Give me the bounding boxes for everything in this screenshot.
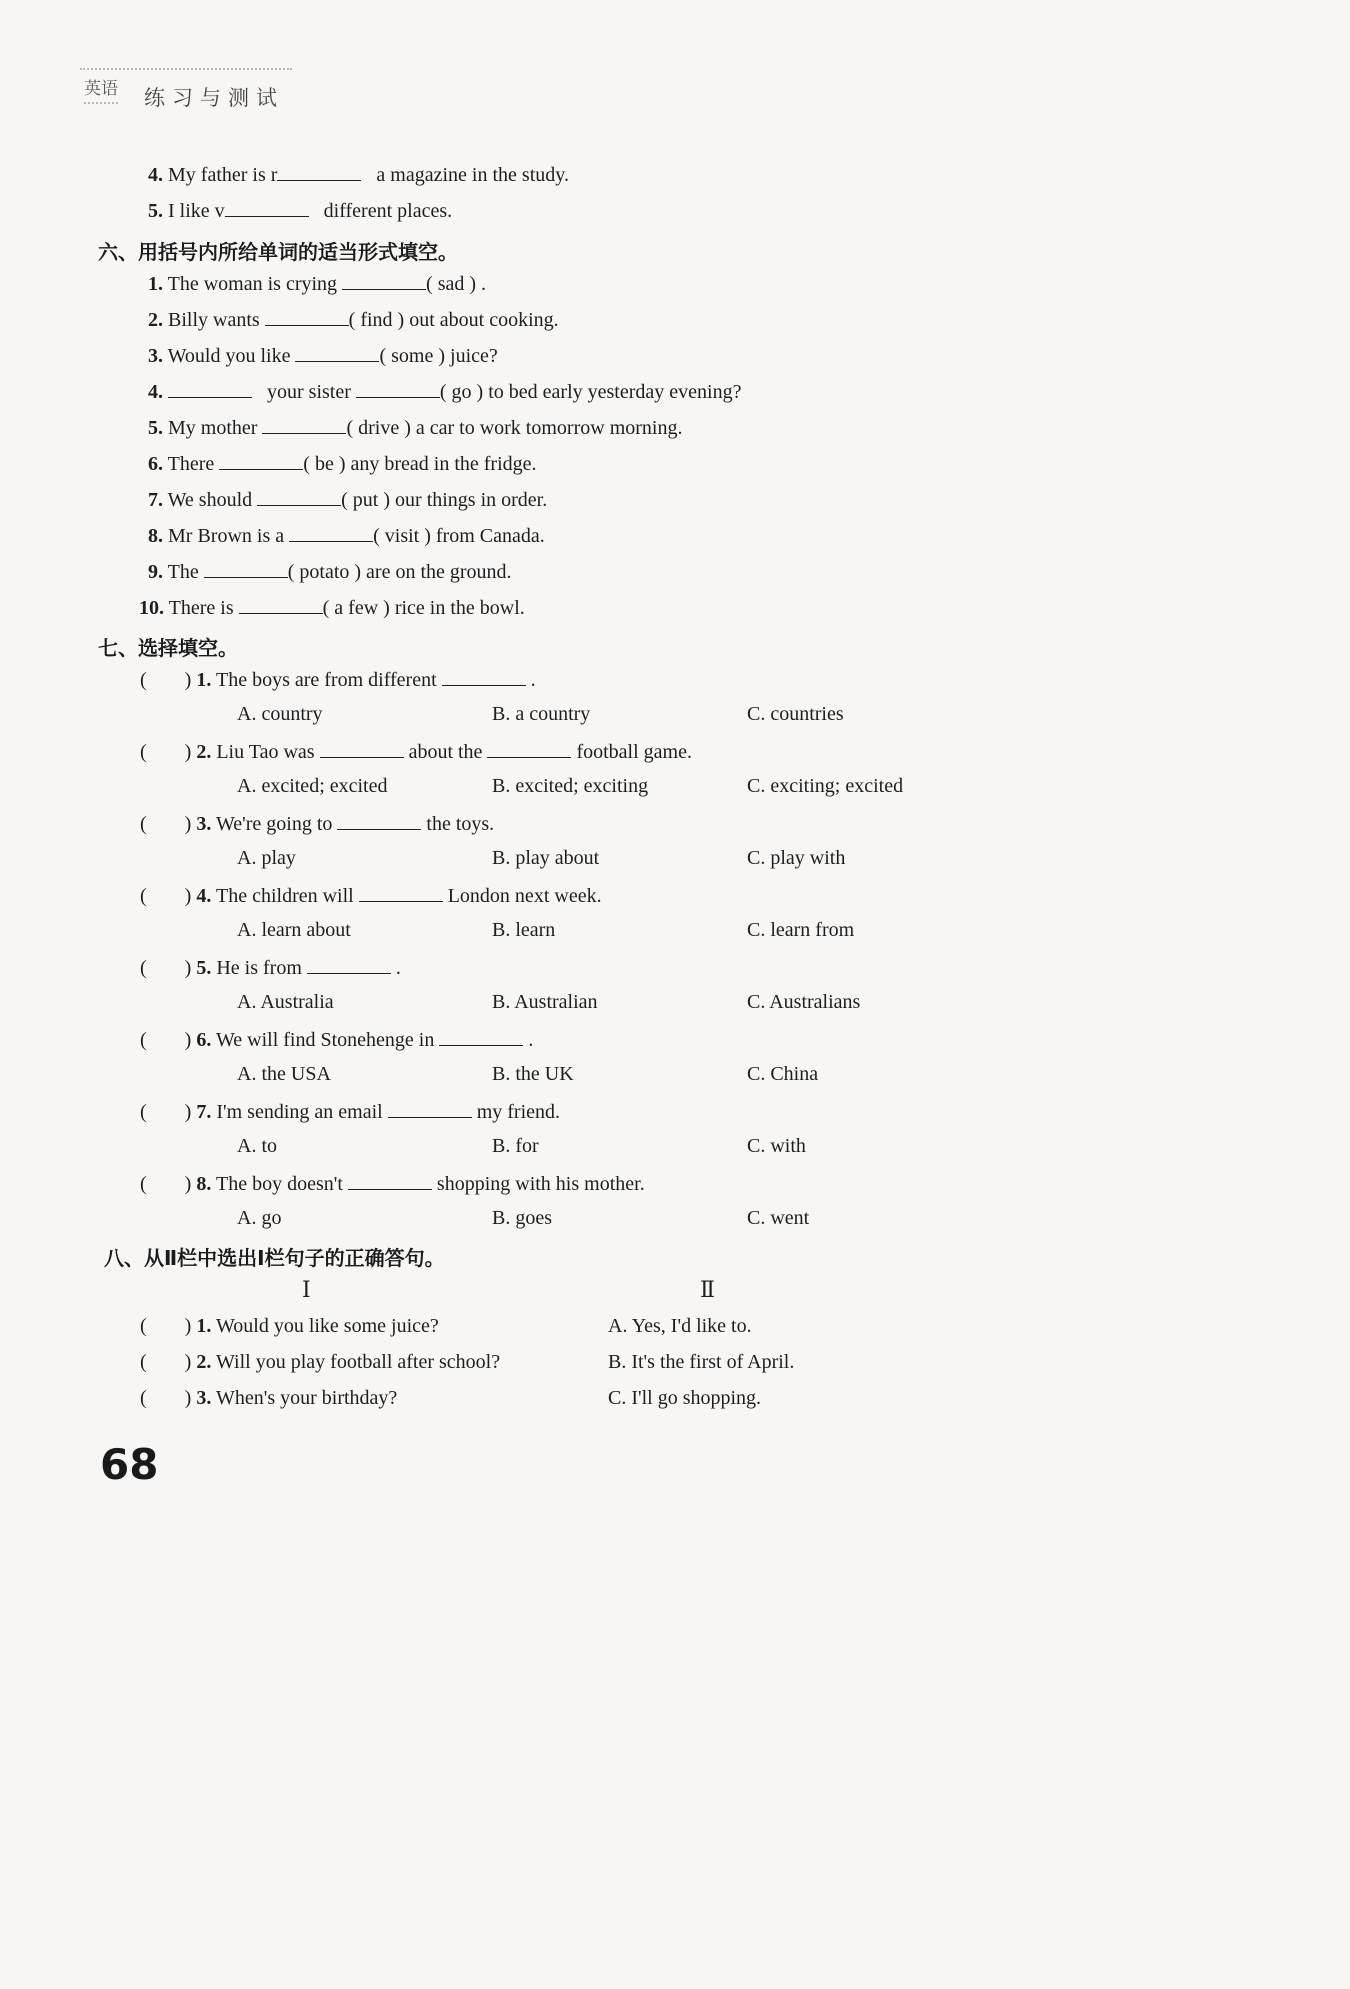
question-s6-5 bbox=[148, 415, 682, 440]
match-question-1 bbox=[140, 1315, 439, 1338]
question-text: Would you like bbox=[167, 345, 291, 367]
question-text: . bbox=[530, 669, 536, 691]
answer-paren-close: ) bbox=[184, 1173, 192, 1195]
question-text: to bed early yesterday evening? bbox=[488, 381, 742, 403]
option-b[interactable]: B. for bbox=[492, 1135, 539, 1157]
question-text: Billy wants bbox=[168, 309, 260, 331]
question-number: 4. bbox=[148, 164, 163, 186]
answer-blank[interactable] bbox=[257, 487, 341, 506]
answer-paren-close: ) bbox=[184, 1351, 192, 1373]
section6-heading: 六、用括号内所给单词的适当形式填空。 bbox=[98, 240, 458, 264]
question-text: our things in order. bbox=[395, 489, 548, 511]
answer-blank[interactable] bbox=[342, 271, 426, 290]
question-number: 6. bbox=[196, 1029, 212, 1051]
question-text: . bbox=[528, 1029, 534, 1051]
mc-question-8 bbox=[140, 1171, 645, 1196]
question-text: There is bbox=[168, 597, 234, 619]
question-text: football game. bbox=[576, 741, 692, 763]
answer-blank[interactable] bbox=[348, 1171, 432, 1190]
hint-word: ( some ) bbox=[379, 345, 446, 367]
hint-word: ( find ) bbox=[348, 309, 405, 331]
question-text: My father is r bbox=[168, 164, 278, 186]
match-question-2 bbox=[140, 1351, 500, 1374]
option-c[interactable]: C. play with bbox=[747, 847, 846, 869]
hint-word: ( visit ) bbox=[373, 525, 431, 547]
question-number: 1. bbox=[196, 1315, 212, 1337]
section7-heading: 七、选择填空。 bbox=[98, 636, 238, 660]
question-s6-6 bbox=[148, 451, 537, 476]
question-text: There bbox=[167, 453, 215, 475]
answer-blank[interactable] bbox=[265, 307, 349, 326]
question-text: The boys are from different bbox=[215, 669, 437, 691]
match-answer-2: B. It's the first of April. bbox=[608, 1351, 795, 1373]
question-number: 8. bbox=[148, 525, 163, 547]
option-a[interactable]: A. Australia bbox=[237, 991, 334, 1013]
answer-paren-open: ( bbox=[140, 885, 147, 907]
answer-paren-close: ) bbox=[184, 957, 192, 979]
question-s6-2 bbox=[148, 307, 559, 332]
answer-blank[interactable] bbox=[295, 343, 379, 362]
answer-paren-open: ( bbox=[140, 957, 147, 979]
question-s6-10 bbox=[139, 595, 525, 620]
answer-blank[interactable] bbox=[239, 595, 323, 614]
question-number: 3. bbox=[196, 1387, 212, 1409]
question-text: are on the ground. bbox=[366, 561, 512, 583]
answer-blank[interactable] bbox=[442, 667, 526, 686]
answer-paren-close: ) bbox=[184, 669, 192, 691]
question-text: My mother bbox=[168, 417, 258, 439]
answer-blank[interactable] bbox=[262, 415, 346, 434]
hint-word: ( drive ) bbox=[346, 417, 411, 439]
answer-paren-open: ( bbox=[140, 1351, 147, 1373]
answer-blank[interactable] bbox=[487, 739, 571, 758]
question-text: the toys. bbox=[426, 813, 495, 835]
option-c[interactable]: C. learn from bbox=[747, 919, 855, 941]
hint-word: ( go ) bbox=[439, 381, 484, 403]
question-text: We should bbox=[167, 489, 253, 511]
question-text: out about cooking. bbox=[409, 309, 559, 331]
option-c[interactable]: C. exciting; excited bbox=[747, 775, 904, 797]
question-text: Liu Tao was bbox=[216, 741, 315, 763]
match-answer-3: C. I'll go shopping. bbox=[608, 1387, 762, 1409]
question-text: shopping with his mother. bbox=[436, 1173, 645, 1195]
question-number: 10. bbox=[139, 597, 164, 619]
answer-blank[interactable] bbox=[219, 451, 303, 470]
question-number: 2. bbox=[196, 1351, 212, 1373]
mc-question-6 bbox=[140, 1027, 533, 1052]
match-question-3 bbox=[140, 1387, 397, 1410]
mc-question-1 bbox=[140, 667, 536, 692]
question-text: Would you like some juice? bbox=[215, 1315, 439, 1337]
question-s6-8 bbox=[148, 523, 545, 548]
answer-blank[interactable] bbox=[307, 955, 391, 974]
answer-paren-close: ) bbox=[184, 1387, 192, 1409]
option-a[interactable]: A. country bbox=[237, 703, 323, 725]
mc-question-7 bbox=[140, 1099, 560, 1124]
option-a[interactable]: A. the USA bbox=[237, 1063, 331, 1085]
option-c[interactable]: C. China bbox=[747, 1063, 819, 1085]
answer-blank[interactable] bbox=[359, 883, 443, 902]
option-a[interactable]: A. excited; excited bbox=[237, 775, 388, 797]
option-b[interactable]: B. excited; exciting bbox=[492, 775, 649, 797]
question-text: I'm sending an email bbox=[216, 1101, 383, 1123]
question-text: He is from bbox=[216, 957, 302, 979]
answer-blank[interactable] bbox=[277, 162, 361, 181]
question-text: Mr Brown is a bbox=[168, 525, 285, 547]
hint-word: ( a few ) bbox=[322, 597, 390, 619]
question-number: 8. bbox=[196, 1173, 212, 1195]
question-number: 5. bbox=[196, 957, 212, 979]
answer-blank[interactable] bbox=[356, 379, 440, 398]
answer-paren-close: ) bbox=[184, 885, 192, 907]
answer-paren-close: ) bbox=[184, 1315, 192, 1337]
header-subject: 英语 bbox=[84, 74, 118, 104]
question-number: 3. bbox=[148, 345, 163, 367]
header-rule bbox=[80, 68, 292, 70]
option-b[interactable]: B. play about bbox=[492, 847, 600, 869]
question-text: We will find Stonehenge in bbox=[215, 1029, 435, 1051]
question-text: a magazine in the study. bbox=[376, 164, 569, 186]
question-text: your sister bbox=[267, 381, 351, 403]
question-text: different places. bbox=[323, 200, 453, 222]
question-text: London next week. bbox=[447, 885, 602, 907]
answer-blank[interactable] bbox=[337, 811, 421, 830]
option-b[interactable]: B. the UK bbox=[492, 1063, 574, 1085]
mc-question-4 bbox=[140, 883, 602, 908]
column-ii-label: Ⅱ bbox=[700, 1277, 715, 1302]
question-text: my friend. bbox=[476, 1101, 560, 1123]
option-a[interactable]: A. to bbox=[237, 1135, 277, 1157]
question-number: 3. bbox=[196, 813, 212, 835]
question-s6-7 bbox=[148, 487, 547, 512]
answer-blank[interactable] bbox=[439, 1027, 523, 1046]
question-number: 7. bbox=[196, 1101, 212, 1123]
question-number: 4. bbox=[196, 885, 212, 907]
question-text: When's your birthday? bbox=[215, 1387, 398, 1409]
question-number: 7. bbox=[148, 489, 163, 511]
hint-word: ( put ) bbox=[341, 489, 391, 511]
question-s6-1 bbox=[148, 271, 486, 296]
question-s5-4 bbox=[148, 162, 569, 187]
answer-blank[interactable] bbox=[168, 379, 252, 398]
question-text: I like v bbox=[168, 200, 225, 222]
question-number: 2. bbox=[148, 309, 163, 331]
question-number: 5. bbox=[148, 417, 163, 439]
question-number: 6. bbox=[148, 453, 163, 475]
question-number: 9. bbox=[148, 561, 163, 583]
page-number: 68 bbox=[100, 1440, 159, 1489]
answer-blank[interactable] bbox=[320, 739, 404, 758]
question-text: We're going to bbox=[215, 813, 333, 835]
option-b[interactable]: B. goes bbox=[492, 1207, 552, 1229]
hint-word: ( sad ) . bbox=[426, 273, 487, 295]
option-a[interactable]: A. learn about bbox=[237, 919, 351, 941]
answer-paren-open: ( bbox=[140, 669, 147, 691]
question-number: 1. bbox=[196, 669, 212, 691]
answer-blank[interactable] bbox=[225, 198, 309, 217]
answer-paren-open: ( bbox=[140, 1387, 147, 1409]
answer-paren-close: ) bbox=[184, 1101, 192, 1123]
option-b[interactable]: B. Australian bbox=[492, 991, 598, 1013]
answer-paren-close: ) bbox=[184, 741, 192, 763]
answer-paren-open: ( bbox=[140, 1101, 147, 1123]
question-text: from Canada. bbox=[435, 525, 545, 547]
answer-blank[interactable] bbox=[204, 559, 288, 578]
answer-paren-close: ) bbox=[184, 813, 192, 835]
question-text: rice in the bowl. bbox=[394, 597, 525, 619]
option-c[interactable]: C. Australians bbox=[747, 991, 861, 1013]
option-b[interactable]: B. learn bbox=[492, 919, 556, 941]
question-s6-9 bbox=[148, 559, 512, 584]
answer-paren-open: ( bbox=[140, 1315, 147, 1337]
question-number: 1. bbox=[148, 273, 163, 295]
option-b[interactable]: B. a country bbox=[492, 703, 591, 725]
answer-paren-close: ) bbox=[184, 1029, 192, 1051]
hint-word: ( potato ) bbox=[287, 561, 362, 583]
question-s5-5 bbox=[148, 198, 452, 223]
question-text: The bbox=[167, 561, 199, 583]
question-text: The children will bbox=[215, 885, 354, 907]
question-text: a car to work tomorrow morning. bbox=[415, 417, 683, 439]
match-answer-1: A. Yes, I'd like to. bbox=[608, 1315, 752, 1337]
question-text: any bread in the fridge. bbox=[350, 453, 537, 475]
question-text: Will you play football after school? bbox=[215, 1351, 501, 1373]
option-c[interactable]: C. countries bbox=[747, 703, 844, 725]
answer-blank[interactable] bbox=[289, 523, 373, 542]
header-title: 练习与测试 bbox=[144, 86, 284, 110]
column-i-label: Ⅰ bbox=[302, 1277, 311, 1302]
section8-heading: 八、从Ⅱ栏中选出Ⅰ栏句子的正确答句。 bbox=[104, 1246, 445, 1270]
option-a[interactable]: A. go bbox=[237, 1207, 282, 1229]
question-text: The woman is crying bbox=[167, 273, 338, 295]
question-number: 5. bbox=[148, 200, 163, 222]
question-text: The boy doesn't bbox=[215, 1173, 343, 1195]
question-number: 2. bbox=[196, 741, 212, 763]
question-text: juice? bbox=[450, 345, 498, 367]
mc-question-2 bbox=[140, 739, 692, 764]
question-s6-3 bbox=[148, 343, 498, 368]
answer-paren-open: ( bbox=[140, 741, 147, 763]
question-s6-4 bbox=[148, 379, 741, 404]
question-number: 4. bbox=[148, 381, 163, 403]
option-c[interactable]: C. with bbox=[747, 1135, 806, 1157]
option-a[interactable]: A. play bbox=[237, 847, 296, 869]
answer-blank[interactable] bbox=[388, 1099, 472, 1118]
mc-question-3 bbox=[140, 811, 494, 836]
answer-paren-open: ( bbox=[140, 813, 147, 835]
mc-question-5 bbox=[140, 955, 401, 980]
hint-word: ( be ) bbox=[303, 453, 346, 475]
option-c[interactable]: C. went bbox=[747, 1207, 810, 1229]
question-text: about the bbox=[408, 741, 483, 763]
answer-paren-open: ( bbox=[140, 1029, 147, 1051]
answer-paren-open: ( bbox=[140, 1173, 147, 1195]
question-text: . bbox=[395, 957, 401, 979]
